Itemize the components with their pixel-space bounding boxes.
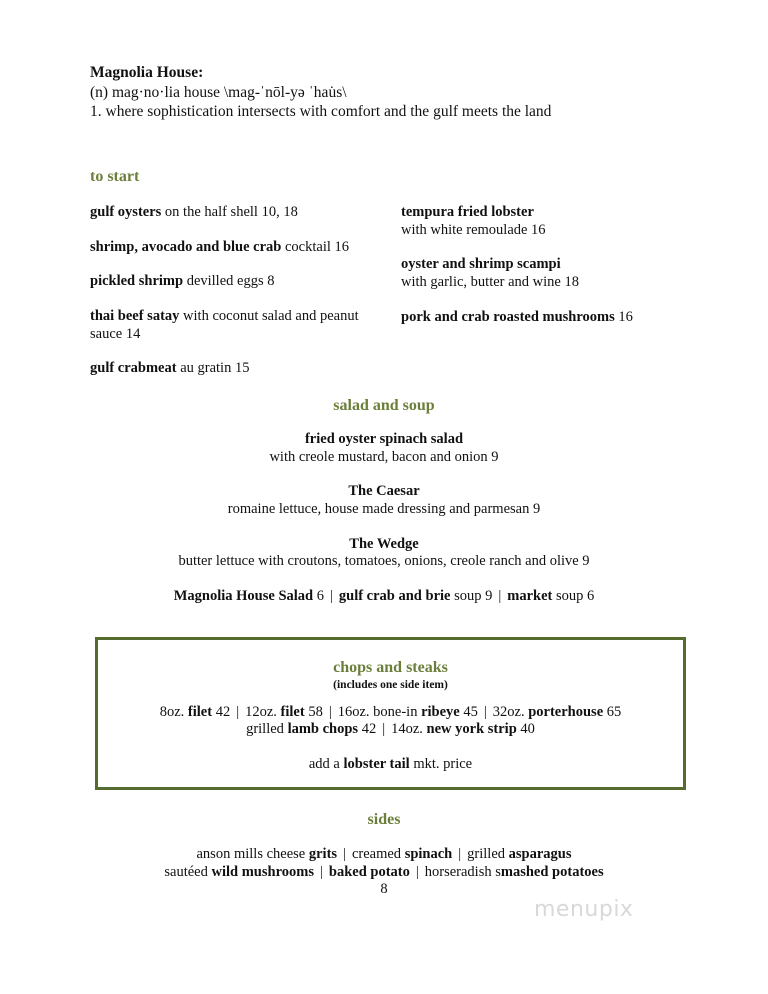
chops-and-steaks-box xyxy=(95,637,686,790)
menu-item: tempura fried lobster with white remoulade 16 xyxy=(401,204,546,238)
menu-item: thai beef satay with coconut salad and peanut sauce 14 xyxy=(90,308,359,342)
section-title-sides: sides xyxy=(367,811,401,828)
menu-item: gulf crabmeat au gratin 15 xyxy=(90,360,250,377)
restaurant-name: Magnolia House: xyxy=(90,64,204,81)
menu-item: shrimp, avocado and blue crab cocktail 16 xyxy=(90,238,350,255)
starters-left-column xyxy=(90,204,360,395)
section-title-chops-and-steaks: chops and steaks xyxy=(333,659,448,676)
menu-item: The Wedge butter lettuce with croutons, tomatoes, onions, creole ranch and olive 9 xyxy=(178,535,590,570)
sides-list xyxy=(0,846,768,899)
watermark-logo: menupix xyxy=(534,897,634,922)
menu-item: The Caesar romaine lettuce, house made dressing and parmesan 9 xyxy=(227,483,541,518)
salad-list xyxy=(0,431,768,606)
lobster-addon: add a lobster tail mkt. price xyxy=(308,755,473,772)
steak-line-2: grilled lamb chops 42 | 14oz. new york strip 40 xyxy=(246,721,535,738)
sides-line-2: sautéed wild mushrooms | baked potato | horseradish smashed potatoes xyxy=(164,863,604,880)
menu-item: oyster and shrimp scampi with garlic, butter and wine 18 xyxy=(401,256,579,291)
sides-line-1: anson mills cheese grits | creamed spinach | grilled asparagus xyxy=(196,846,572,862)
menu-header xyxy=(90,64,551,122)
menu-item: pork and crab roasted mushrooms 16 xyxy=(401,308,633,325)
menu-item: gulf oysters on the half shell 10, 18 xyxy=(90,204,298,220)
starters-right-column xyxy=(401,204,691,343)
definition: 1. where sophistication intersects with comfort and the gulf meets the land xyxy=(90,102,552,120)
menu-item: fried oyster spinach salad with creole mustard, bacon and onion 9 xyxy=(269,431,499,465)
page-number: 8 xyxy=(380,881,388,898)
pronunciation: (n) mag·no·lia house \mag-ˈnōl-yə ˈhau̇s\ xyxy=(90,83,347,101)
side-item-note: (includes one side item) xyxy=(333,678,448,691)
menu-item: pickled shrimp devilled eggs 8 xyxy=(90,273,275,290)
steak-line-1: 8oz. filet 42 | 12oz. filet 58 | 16oz. bone-in ribeye 45 | 32oz. porterhouse 65 xyxy=(159,703,622,720)
section-title-to-start: to start xyxy=(90,168,140,185)
section-title-salad-and-soup: salad and soup xyxy=(333,397,435,414)
salad-soup-line: Magnolia House Salad 6 | gulf crab and brie soup 9 | market soup 6 xyxy=(173,588,595,605)
